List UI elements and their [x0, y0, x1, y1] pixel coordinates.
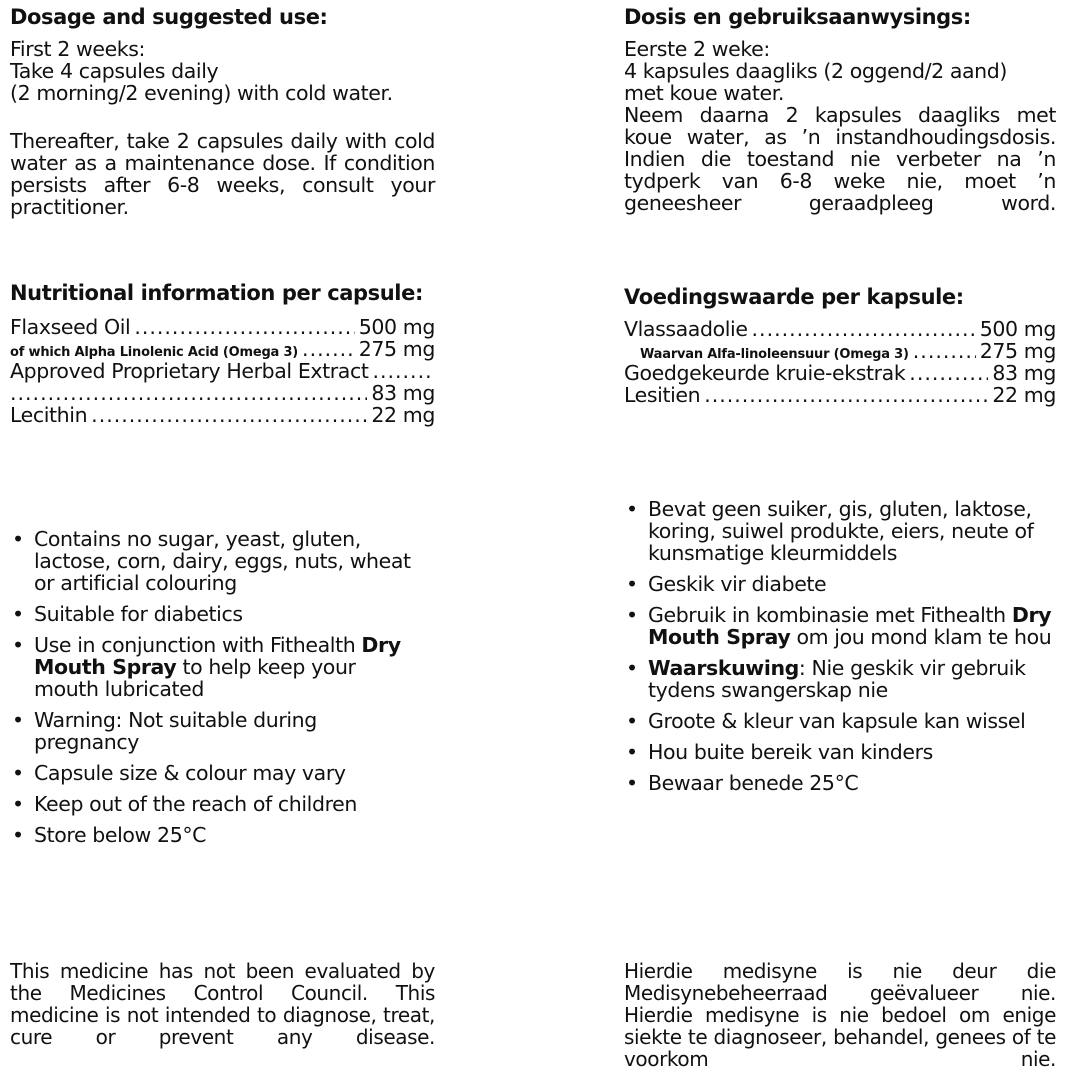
- dosage-instructions: [624, 38, 1056, 104]
- nutrition-heading: Nutritional information per capsule:: [10, 281, 423, 305]
- nutrition-row: Flaxseed Oil ..... 500 mg: [10, 316, 435, 338]
- list-item: • Store below 25°C: [10, 824, 421, 846]
- dosage-heading: Dosis en gebruiksaanwysings:: [624, 5, 971, 29]
- nutrition-row: of which Alpha Linolenic Acid (Omega 3) ..... 275 mg: [10, 338, 435, 360]
- dosage-instructions: [10, 38, 435, 104]
- feature-list: [10, 528, 421, 855]
- nutrition-row: Vlassaadolie ..... 500 mg: [624, 318, 1056, 340]
- nutrition-row: Approved Proprietary Herbal Extract .....: [10, 360, 435, 382]
- dosage-line: Take 4 capsules daily: [10, 59, 219, 83]
- list-item: • Hou buite bereik van kinders: [624, 741, 1056, 763]
- dosage-heading: Dosage and suggested use:: [10, 5, 328, 29]
- maintenance-paragraph: Thereafter, take 2 capsules daily with cold water as a maintenance dose. If condition persists after 6-8 weeks, consult your practitioner.: [10, 129, 435, 219]
- dosage-line: Eerste 2 weke:: [624, 37, 770, 61]
- list-item: • Suitable for diabetics: [10, 603, 421, 625]
- dosage-line: (2 morning/2 evening) with cold water.: [10, 81, 393, 105]
- list-item: • Bewaar benede 25°C: [624, 772, 1056, 794]
- list-item: • Gebruik in kombinasie met Fithealth Dry Mouth Spray om jou mond klam te hou: [624, 604, 1056, 648]
- list-item: • Bevat geen suiker, gis, gluten, laktose, koring, suiwel produkte, eiers, neute of kunsmatige kleurmiddels: [624, 498, 1056, 564]
- list-item: • Geskik vir diabete: [624, 573, 1056, 595]
- maintenance-paragraph: Neem daarna 2 kapsules daagliks met koue water, as ’n instandhoudingsdosis. Indien die toestand nie verbeter na ’n tydperk van 6-8 weke nie, moet ’n geneesheer geraadpleeg word.: [624, 103, 1056, 215]
- dosage-line: 4 kapsules daagliks (2 oggend/2 aand): [624, 59, 1007, 83]
- nutrition-row: Waarvan Alfa-linoleensuur (Omega 3) ..... 275 mg: [624, 340, 1056, 362]
- list-item: • Keep out of the reach of children: [10, 793, 421, 815]
- list-item: • Groote & kleur van kapsule kan wissel: [624, 710, 1056, 732]
- nutrition-row: Goedgekeurde kruie-ekstrak ..... 83 mg: [624, 362, 1056, 384]
- dosage-line: First 2 weeks:: [10, 37, 146, 61]
- list-item: • Contains no sugar, yeast, gluten, lactose, corn, dairy, eggs, nuts, wheat or artificial colouring: [10, 528, 421, 594]
- nutrition-table: [624, 318, 1056, 406]
- dosage-line: met koue water.: [624, 81, 784, 105]
- nutrition-table: [10, 316, 435, 426]
- nutrition-row: Lesitien ..... 22 mg: [624, 384, 1056, 406]
- nutrition-heading: Voedingswaarde per kapsule:: [624, 285, 964, 309]
- feature-list: [624, 498, 1056, 803]
- list-item: • Capsule size & colour may vary: [10, 762, 421, 784]
- nutrition-row: Lecithin ..... 22 mg: [10, 404, 435, 426]
- disclaimer: This medicine has not been evaluated by the Medicines Control Council. This medicine is not intended to diagnose, treat, cure or prevent any disease.: [10, 959, 435, 1049]
- disclaimer: Hierdie medisyne is nie deur die Medisynebeheerraad geëvalueer nie. Hierdie medisyne is nie bedoel om enige siekte te diagnoseer, behandel, genees of te voorkom nie.: [624, 959, 1056, 1071]
- list-item: • Waarskuwing: Nie geskik vir gebruik tydens swangerskap nie: [624, 657, 1056, 701]
- nutrition-row-continued: ..... 83 mg: [10, 382, 435, 404]
- list-item: • Use in conjunction with Fithealth Dry Mouth Spray to help keep your mouth lubricated: [10, 634, 421, 700]
- list-item: • Warning: Not suitable during pregnancy: [10, 709, 421, 753]
